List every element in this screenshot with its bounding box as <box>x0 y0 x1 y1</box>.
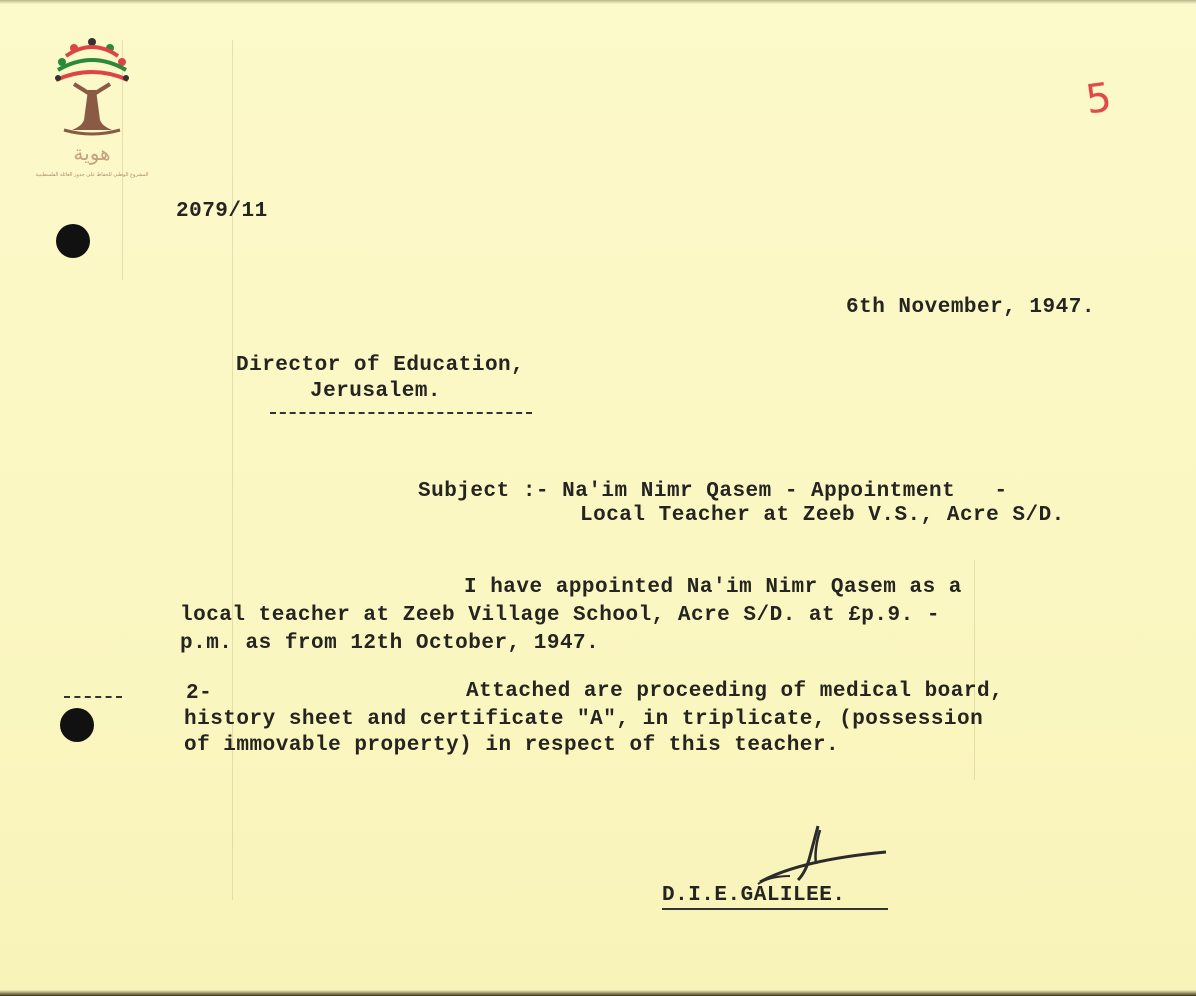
signatory-name: D.I.E.GALILEE. <box>662 884 846 907</box>
logo-arabic-caption: المشروع الوطني للحفاظ على جذور العائلة الفلسطينية <box>35 172 149 178</box>
crease-line <box>974 560 975 780</box>
margin-dash <box>64 696 122 698</box>
paragraph1-line-2: local teacher at Zeeb Village School, Acre S/D. at £p.9. - <box>180 604 940 627</box>
recipient-city: Jerusalem. <box>310 380 442 403</box>
paragraph2-line-1: Attached are proceeding of medical board, <box>466 680 1004 703</box>
paragraph1-line-3: p.m. as from 12th October, 1947. <box>180 632 600 655</box>
signatory-underline <box>662 908 888 910</box>
paragraph1-line-1: I have appointed Na'im Nimr Qasem as a <box>464 576 962 599</box>
page-bottom-edge <box>0 990 1196 996</box>
punch-hole <box>60 708 94 742</box>
paragraph2-number: 2- <box>186 682 213 705</box>
page-top-edge <box>0 0 1196 4</box>
punch-hole <box>56 224 90 258</box>
paragraph2-line-3: of immovable property) in respect of this teacher. <box>184 734 840 757</box>
logo-arabic-name: هوية <box>73 141 111 165</box>
paragraph2-line-2: history sheet and certificate "A", in triplicate, (possession <box>184 708 984 731</box>
letter-date: 6th November, 1947. <box>846 296 1095 319</box>
crease-line <box>232 40 233 900</box>
subject-line-2: Local Teacher at Zeeb V.S., Acre S/D. <box>580 504 1065 527</box>
recipient-underline <box>270 412 532 414</box>
recipient-title: Director of Education, <box>236 354 525 377</box>
subject-line-1: Subject :- Na'im Nimr Qasem - Appointment - <box>418 480 1008 503</box>
tree-people-logo-icon <box>35 34 149 194</box>
page-number: 5 <box>1082 74 1115 124</box>
reference-number: 2079/11 <box>176 200 268 223</box>
